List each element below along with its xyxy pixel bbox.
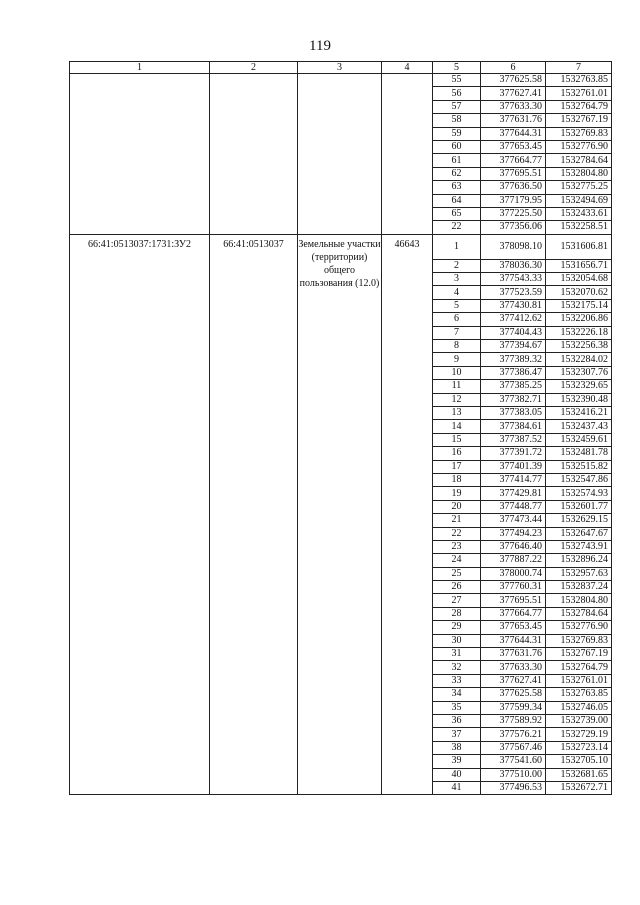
point-number: 63 xyxy=(433,181,481,194)
coordinate-y: 1532459.61 xyxy=(546,433,612,446)
coordinate-y: 1532769.83 xyxy=(546,127,612,140)
point-number: 24 xyxy=(433,554,481,567)
coordinate-x: 377633.30 xyxy=(481,100,546,113)
point-number: 41 xyxy=(433,781,481,794)
coordinate-y: 1532957.63 xyxy=(546,567,612,580)
coordinate-y: 1532547.86 xyxy=(546,473,612,486)
coordinate-y: 1532769.83 xyxy=(546,634,612,647)
coordinate-x: 377653.45 xyxy=(481,621,546,634)
empty-cell xyxy=(210,74,298,235)
coordinate-y: 1532723.14 xyxy=(546,741,612,754)
point-number: 14 xyxy=(433,420,481,433)
coordinate-x: 377541.60 xyxy=(481,755,546,768)
coordinate-y: 1532329.65 xyxy=(546,380,612,393)
coordinate-x: 377695.51 xyxy=(481,167,546,180)
point-number: 58 xyxy=(433,114,481,127)
coordinate-y: 1532763.85 xyxy=(546,688,612,701)
point-number: 10 xyxy=(433,366,481,379)
coordinate-x: 377760.31 xyxy=(481,581,546,594)
coordinate-y: 1532776.90 xyxy=(546,621,612,634)
coordinate-y: 1532574.93 xyxy=(546,487,612,500)
coordinate-y: 1532206.86 xyxy=(546,313,612,326)
page-number: 119 xyxy=(309,38,331,54)
point-number: 32 xyxy=(433,661,481,674)
point-number: 35 xyxy=(433,701,481,714)
coordinate-x: 377887.22 xyxy=(481,554,546,567)
coordinate-y: 1532761.01 xyxy=(546,674,612,687)
coordinate-x: 377567.46 xyxy=(481,741,546,754)
coordinate-x: 377412.62 xyxy=(481,313,546,326)
empty-cell xyxy=(382,74,433,235)
coordinate-x: 377448.77 xyxy=(481,500,546,513)
point-number: 22 xyxy=(433,527,481,540)
coordinate-y: 1532746.05 xyxy=(546,701,612,714)
coordinate-x: 377356.06 xyxy=(481,221,546,234)
coordinate-y: 1532729.19 xyxy=(546,728,612,741)
point-number: 5 xyxy=(433,299,481,312)
coordinate-x: 377646.40 xyxy=(481,540,546,553)
coordinate-y: 1532767.19 xyxy=(546,648,612,661)
coordinate-x: 377576.21 xyxy=(481,728,546,741)
point-number: 26 xyxy=(433,581,481,594)
point-number: 3 xyxy=(433,273,481,286)
point-number: 60 xyxy=(433,140,481,153)
coordinate-x: 377627.41 xyxy=(481,674,546,687)
coordinate-x: 377631.76 xyxy=(481,648,546,661)
point-number: 56 xyxy=(433,87,481,100)
point-number: 19 xyxy=(433,487,481,500)
coordinate-x: 377664.77 xyxy=(481,607,546,620)
point-number: 11 xyxy=(433,380,481,393)
coordinate-y: 1532629.15 xyxy=(546,514,612,527)
coordinate-x: 377510.00 xyxy=(481,768,546,781)
parcel-quarter-cell: 66:41:0513037 xyxy=(210,234,298,795)
coordinate-x: 377494.23 xyxy=(481,527,546,540)
coordinate-x: 377523.59 xyxy=(481,286,546,299)
coordinate-x: 377625.58 xyxy=(481,74,546,87)
point-number: 61 xyxy=(433,154,481,167)
point-number: 1 xyxy=(433,234,481,259)
point-number: 62 xyxy=(433,167,481,180)
coordinate-y: 1532764.79 xyxy=(546,100,612,113)
coordinate-x: 377644.31 xyxy=(481,634,546,647)
coordinates-table xyxy=(69,61,612,795)
coordinate-y: 1532256.38 xyxy=(546,340,612,353)
coordinate-x: 377631.76 xyxy=(481,114,546,127)
column-header: 6 xyxy=(481,62,546,74)
coordinate-y: 1532226.18 xyxy=(546,326,612,339)
coordinate-x: 377389.32 xyxy=(481,353,546,366)
column-header: 2 xyxy=(210,62,298,74)
coordinate-y: 1532416.21 xyxy=(546,406,612,419)
coordinate-y: 1532284.02 xyxy=(546,353,612,366)
coordinate-y: 1532601.77 xyxy=(546,500,612,513)
point-number: 40 xyxy=(433,768,481,781)
coordinate-x: 377473.44 xyxy=(481,514,546,527)
coordinate-y: 1532763.85 xyxy=(546,74,612,87)
point-number: 33 xyxy=(433,674,481,687)
table-row xyxy=(70,234,612,259)
coordinate-x: 377383.05 xyxy=(481,406,546,419)
coordinate-x: 377385.25 xyxy=(481,380,546,393)
coordinate-x: 377664.77 xyxy=(481,154,546,167)
point-number: 12 xyxy=(433,393,481,406)
column-header: 3 xyxy=(298,62,382,74)
point-number: 30 xyxy=(433,634,481,647)
point-number: 36 xyxy=(433,714,481,727)
coordinate-y: 1532481.78 xyxy=(546,447,612,460)
coordinate-y: 1532515.82 xyxy=(546,460,612,473)
point-number: 57 xyxy=(433,100,481,113)
point-number: 31 xyxy=(433,648,481,661)
coordinate-x: 377627.41 xyxy=(481,87,546,100)
coordinate-y: 1532672.71 xyxy=(546,781,612,794)
coordinate-y: 1532837.24 xyxy=(546,581,612,594)
coordinate-x: 377404.43 xyxy=(481,326,546,339)
point-number: 39 xyxy=(433,755,481,768)
coordinate-x: 377636.50 xyxy=(481,181,546,194)
point-number: 22 xyxy=(433,221,481,234)
coordinate-x: 377414.77 xyxy=(481,473,546,486)
coordinate-y: 1532258.51 xyxy=(546,221,612,234)
point-number: 17 xyxy=(433,460,481,473)
coordinate-y: 1532761.01 xyxy=(546,87,612,100)
coordinate-y: 1531656.71 xyxy=(546,259,612,272)
point-number: 18 xyxy=(433,473,481,486)
coordinate-y: 1532647.67 xyxy=(546,527,612,540)
coordinate-x: 377382.71 xyxy=(481,393,546,406)
coordinate-y: 1532896.24 xyxy=(546,554,612,567)
coordinate-x: 378000.74 xyxy=(481,567,546,580)
coordinate-y: 1532433.61 xyxy=(546,207,612,220)
point-number: 20 xyxy=(433,500,481,513)
coordinate-x: 377633.30 xyxy=(481,661,546,674)
coordinate-y: 1532743.91 xyxy=(546,540,612,553)
coordinate-y: 1532775.25 xyxy=(546,181,612,194)
point-number: 4 xyxy=(433,286,481,299)
coordinate-y: 1532776.90 xyxy=(546,140,612,153)
coordinate-x: 377644.31 xyxy=(481,127,546,140)
column-header: 5 xyxy=(433,62,481,74)
point-number: 65 xyxy=(433,207,481,220)
coordinate-x: 377653.45 xyxy=(481,140,546,153)
coordinate-y: 1532681.65 xyxy=(546,768,612,781)
point-number: 38 xyxy=(433,741,481,754)
coordinate-y: 1532739.00 xyxy=(546,714,612,727)
point-number: 64 xyxy=(433,194,481,207)
coordinate-y: 1532175.14 xyxy=(546,299,612,312)
coordinate-x: 377394.67 xyxy=(481,340,546,353)
point-number: 29 xyxy=(433,621,481,634)
coordinate-x: 377384.61 xyxy=(481,420,546,433)
column-header: 7 xyxy=(546,62,612,74)
coordinate-x: 377430.81 xyxy=(481,299,546,312)
point-number: 23 xyxy=(433,540,481,553)
coordinate-y: 1532804.80 xyxy=(546,594,612,607)
column-header: 1 xyxy=(70,62,210,74)
coordinate-x: 377386.47 xyxy=(481,366,546,379)
parcel-use-cell: Земельные участки (территории) общего пользования (12.0) xyxy=(298,234,382,795)
table-row xyxy=(70,74,612,87)
point-number: 37 xyxy=(433,728,481,741)
column-header: 4 xyxy=(382,62,433,74)
parcel-area-cell: 46643 xyxy=(382,234,433,795)
coordinate-x: 377625.58 xyxy=(481,688,546,701)
coordinate-y: 1532784.64 xyxy=(546,607,612,620)
point-number: 21 xyxy=(433,514,481,527)
coordinate-y: 1531606.81 xyxy=(546,234,612,259)
coordinate-x: 377391.72 xyxy=(481,447,546,460)
point-number: 2 xyxy=(433,259,481,272)
coordinate-y: 1532784.64 xyxy=(546,154,612,167)
coordinate-y: 1532307.76 xyxy=(546,366,612,379)
coordinate-x: 378098.10 xyxy=(481,234,546,259)
coordinate-x: 378036.30 xyxy=(481,259,546,272)
point-number: 59 xyxy=(433,127,481,140)
coordinate-y: 1532764.79 xyxy=(546,661,612,674)
point-number: 7 xyxy=(433,326,481,339)
coordinate-y: 1532054.68 xyxy=(546,273,612,286)
point-number: 55 xyxy=(433,74,481,87)
point-number: 27 xyxy=(433,594,481,607)
coordinate-x: 377387.52 xyxy=(481,433,546,446)
point-number: 28 xyxy=(433,607,481,620)
coordinate-x: 377429.81 xyxy=(481,487,546,500)
coordinate-y: 1532767.19 xyxy=(546,114,612,127)
coordinate-y: 1532705.10 xyxy=(546,755,612,768)
coordinate-y: 1532070.62 xyxy=(546,286,612,299)
coordinate-x: 377179.95 xyxy=(481,194,546,207)
coordinate-x: 377695.51 xyxy=(481,594,546,607)
coordinate-x: 377225.50 xyxy=(481,207,546,220)
point-number: 25 xyxy=(433,567,481,580)
point-number: 13 xyxy=(433,406,481,419)
coordinate-y: 1532390.48 xyxy=(546,393,612,406)
point-number: 15 xyxy=(433,433,481,446)
coordinate-y: 1532494.69 xyxy=(546,194,612,207)
point-number: 8 xyxy=(433,340,481,353)
parcel-id-cell: 66:41:0513037:1731:ЗУ2 xyxy=(70,234,210,795)
coordinate-y: 1532804.80 xyxy=(546,167,612,180)
point-number: 34 xyxy=(433,688,481,701)
point-number: 16 xyxy=(433,447,481,460)
coordinate-x: 377599.34 xyxy=(481,701,546,714)
coordinate-x: 377496.53 xyxy=(481,781,546,794)
coordinate-x: 377543.33 xyxy=(481,273,546,286)
coordinate-y: 1532437.43 xyxy=(546,420,612,433)
empty-cell xyxy=(298,74,382,235)
empty-cell xyxy=(70,74,210,235)
point-number: 9 xyxy=(433,353,481,366)
point-number: 6 xyxy=(433,313,481,326)
coordinate-x: 377589.92 xyxy=(481,714,546,727)
coordinate-x: 377401.39 xyxy=(481,460,546,473)
column-header-row xyxy=(70,62,612,74)
